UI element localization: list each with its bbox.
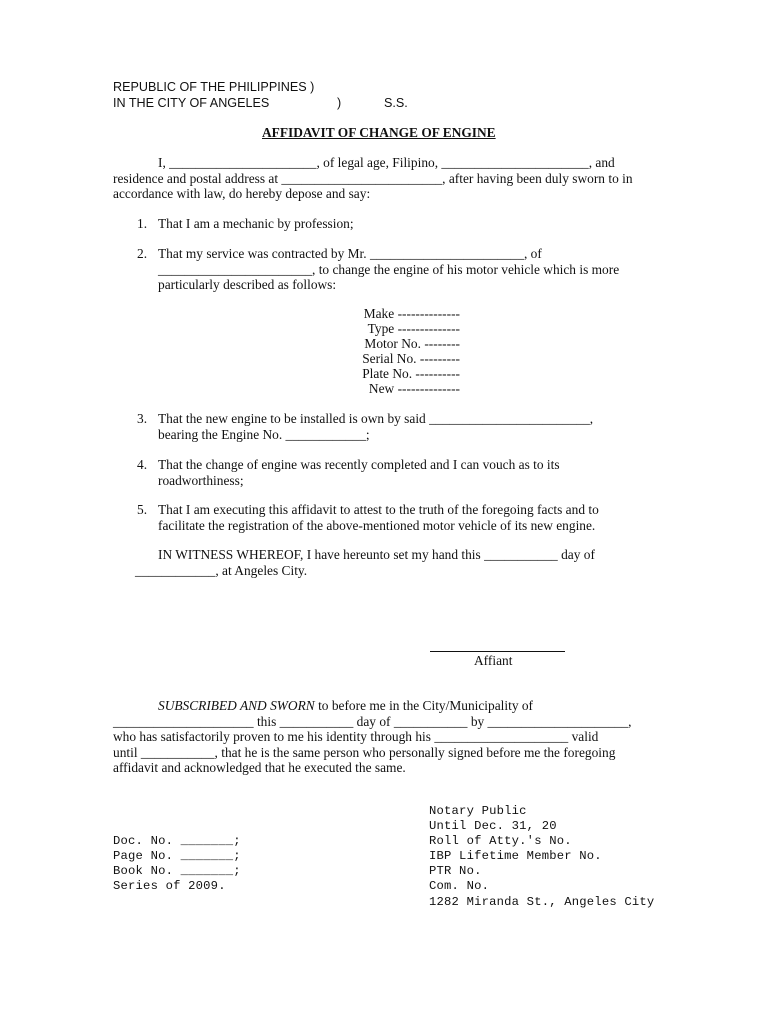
notary-line: IBP Lifetime Member No.	[429, 849, 602, 864]
intro-line: I, ______________________, of legal age, Filipino, ______________________, and	[158, 155, 615, 170]
spec-dashes: --------------	[397, 306, 460, 321]
doc-entries	[113, 834, 241, 894]
item-number: 1.	[137, 216, 148, 231]
spec-label: Motor No.	[364, 336, 421, 351]
doc-entry: Doc. No. _______;	[113, 834, 241, 848]
intro-line: residence and postal address at ________________________, after having been duly sworn to in	[113, 170, 633, 186]
spec-dashes: ----------	[415, 366, 460, 381]
spec-serial-no	[300, 351, 460, 367]
jurat-rest: to before me in the City/Municipality of	[314, 698, 534, 713]
item-line: That I am a mechanic by profession;	[158, 216, 354, 231]
list-item	[158, 216, 354, 232]
doc-entry: Series of 2009.	[113, 879, 226, 894]
item-number: 4.	[137, 457, 148, 472]
item-number: 5.	[137, 502, 148, 517]
item-line: roadworthiness;	[158, 472, 244, 488]
jurat-italic: SUBSCRIBED AND SWORN	[158, 698, 315, 713]
spec-new	[300, 381, 460, 397]
jurat-line: _____________________ this ___________ day of ___________ by _____________________,	[113, 713, 632, 729]
item-line: That I am executing this affidavit to attest to the truth of the foregoing facts and to	[158, 502, 599, 517]
spec-plate-no	[300, 366, 460, 382]
notary-line: Notary Public	[429, 804, 527, 818]
header-republic: REPUBLIC OF THE PHILIPPINES )	[113, 80, 315, 94]
jurat-line: affidavit and acknowledged that he executed the same.	[113, 760, 406, 775]
item-line: That the change of engine was recently completed and I can vouch as to its	[158, 457, 560, 472]
spec-motor-no	[300, 336, 460, 352]
item-line: That my service was contracted by Mr. _______________________, of	[158, 246, 542, 261]
spec-label: New	[368, 381, 395, 396]
notary-line: 1282 Miranda St., Angeles City	[429, 894, 655, 909]
list-item	[158, 411, 593, 442]
header-ss: S.S.	[384, 96, 408, 110]
spec-make	[300, 306, 460, 322]
witness-line: ____________, at Angeles City.	[135, 562, 308, 578]
item-line: bearing the Engine No. ____________;	[158, 426, 370, 442]
spec-label: Type	[367, 321, 395, 336]
spec-label: Plate No.	[362, 366, 413, 381]
spec-label: Make	[363, 306, 395, 321]
notary-line: Until Dec. 31, 20	[429, 819, 557, 834]
header-paren: )	[337, 96, 342, 110]
jurat-line: until ___________, that he is the same person who personally signed before me the foregoing	[113, 744, 616, 760]
intro-paragraph	[113, 155, 633, 202]
witness-paragraph	[135, 547, 595, 578]
spec-type	[300, 321, 460, 337]
jurat-line: who has satisfactorily proven to me his identity through his ____________________ valid	[113, 729, 599, 744]
jurat-paragraph	[113, 698, 632, 776]
intro-line: accordance with law, do hereby depose and say:	[113, 186, 371, 201]
notary-line: Com. No.	[429, 879, 490, 894]
list-item	[158, 246, 619, 293]
document-title: AFFIDAVIT OF CHANGE OF ENGINE	[262, 125, 496, 140]
item-number: 3.	[137, 411, 148, 426]
notary-line: Roll of Atty.'s No.	[429, 834, 572, 849]
jurat-line	[113, 698, 632, 714]
item-line: That the new engine to be installed is own by said ________________________,	[158, 411, 594, 426]
doc-entry: Page No. _______;	[113, 849, 241, 864]
item-line: _______________________, to change the engine of his motor vehicle which is more	[158, 261, 620, 277]
notary-block	[429, 804, 654, 910]
doc-entry: Book No. _______;	[113, 864, 241, 879]
spec-label: Serial No.	[362, 351, 417, 366]
item-number: 2.	[137, 246, 148, 261]
affiant-label: Affiant	[474, 653, 513, 668]
list-item	[158, 457, 560, 488]
item-line: facilitate the registration of the above-mentioned motor vehicle of its new engine.	[158, 517, 596, 533]
list-item	[158, 502, 599, 533]
spec-dashes: --------	[424, 336, 460, 351]
item-line: particularly described as follows:	[158, 277, 337, 292]
header-city: IN THE CITY OF ANGELES	[113, 96, 270, 110]
spec-dashes: --------------	[397, 321, 460, 336]
witness-line: IN WITNESS WHEREOF, I have hereunto set my hand this ___________ day of	[158, 547, 595, 562]
affiant-signature-line	[430, 651, 565, 652]
spec-dashes: ---------	[419, 351, 460, 366]
notary-line: PTR No.	[429, 864, 482, 879]
spec-dashes: --------------	[397, 381, 460, 396]
